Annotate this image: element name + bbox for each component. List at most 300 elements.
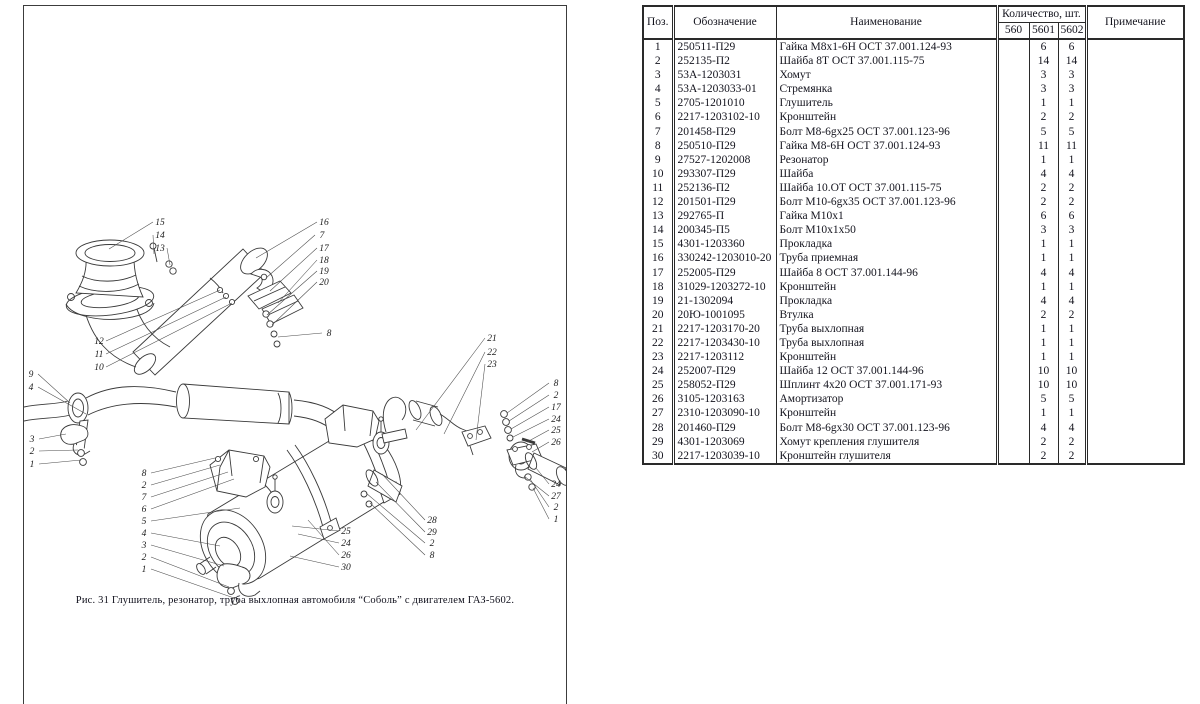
pos-cell: 10 <box>643 167 673 181</box>
table-row <box>643 181 1184 195</box>
pos-cell: 22 <box>643 336 673 350</box>
pos-cell: 16 <box>643 251 673 265</box>
callout-number: 25 <box>341 527 351 537</box>
table-row <box>643 392 1184 406</box>
q5601-cell: 3 <box>1029 68 1058 82</box>
pos-cell: 28 <box>643 421 673 435</box>
pos-cell: 19 <box>643 294 673 308</box>
table-row <box>643 68 1184 82</box>
note-cell <box>1086 449 1184 464</box>
q5602-cell: 1 <box>1058 153 1086 167</box>
pos-cell: 24 <box>643 364 673 378</box>
pos-cell: 23 <box>643 350 673 364</box>
code-cell: 293307-П29 <box>673 167 776 181</box>
callout-number: 26 <box>551 438 561 448</box>
code-cell: 252005-П29 <box>673 266 776 280</box>
q5601-cell: 1 <box>1029 251 1058 265</box>
q5602-cell: 4 <box>1058 266 1086 280</box>
callout-leader-line <box>290 556 339 567</box>
name-cell: Кронштейн <box>776 406 997 420</box>
name-cell: Труба приемная <box>776 251 997 265</box>
pos-cell: 29 <box>643 435 673 449</box>
table-row <box>643 96 1184 110</box>
pos-cell: 14 <box>643 223 673 237</box>
callout-number: 21 <box>487 334 497 344</box>
callout-number: 3 <box>29 435 35 445</box>
pos-cell: 9 <box>643 153 673 167</box>
parts-table-header <box>643 6 1184 39</box>
name-cell: Гайка М8-6Н ОСТ 37.001.124-93 <box>776 139 997 153</box>
q560-cell <box>997 251 1029 265</box>
q5601-cell: 3 <box>1029 223 1058 237</box>
table-row <box>643 167 1184 181</box>
code-cell: 258052-П29 <box>673 378 776 392</box>
name-cell: Гайка М8х1-6Н ОСТ 37.001.124-93 <box>776 39 997 54</box>
callout-number: 9 <box>28 370 34 380</box>
code-cell: 21-1302094 <box>673 294 776 308</box>
note-cell <box>1086 153 1184 167</box>
pos-cell: 8 <box>643 139 673 153</box>
callout-leader-line <box>444 352 485 434</box>
q5602-cell: 14 <box>1058 54 1086 68</box>
name-cell: Глушитель <box>776 96 997 110</box>
name-cell: Шайба 12 ОСТ 37.001.144-96 <box>776 364 997 378</box>
q560-cell <box>997 110 1029 124</box>
code-cell: 201458-П29 <box>673 125 776 139</box>
q560-cell <box>997 209 1029 223</box>
q560-cell <box>997 153 1029 167</box>
q560-cell <box>997 308 1029 322</box>
callout-number: 18 <box>319 256 329 266</box>
q5602-cell: 1 <box>1058 237 1086 251</box>
q5601-cell: 1 <box>1029 280 1058 294</box>
q5601-cell: 2 <box>1029 449 1058 464</box>
note-cell <box>1086 294 1184 308</box>
name-cell: Шайба 10.ОТ ОСТ 37.001.115-75 <box>776 181 997 195</box>
pos-cell: 1 <box>643 39 673 54</box>
q5601-cell: 2 <box>1029 181 1058 195</box>
callout-leader-line <box>509 395 549 421</box>
note-cell <box>1086 435 1184 449</box>
q560-cell <box>997 68 1029 82</box>
callout-number: 8 <box>553 379 559 389</box>
code-cell: 2217-1203430-10 <box>673 336 776 350</box>
pos-cell: 11 <box>643 181 673 195</box>
note-cell <box>1086 39 1184 54</box>
note-cell <box>1086 322 1184 336</box>
code-cell: 200345-П5 <box>673 223 776 237</box>
callout-number: 1 <box>553 515 559 525</box>
table-row <box>643 406 1184 420</box>
code-cell: 2217-1203170-20 <box>673 322 776 336</box>
code-cell: 2310-1203090-10 <box>673 406 776 420</box>
callout-number: 15 <box>155 218 165 228</box>
q5601-cell: 10 <box>1029 364 1058 378</box>
header-code: Обозначение <box>673 6 776 39</box>
pos-cell: 3 <box>643 68 673 82</box>
name-cell: Труба выхлопная <box>776 322 997 336</box>
q5602-cell: 1 <box>1058 336 1086 350</box>
q5602-cell: 4 <box>1058 167 1086 181</box>
note-cell <box>1086 237 1184 251</box>
callout-number: 2 <box>553 391 559 401</box>
note-cell <box>1086 139 1184 153</box>
tail-pipe-assembly <box>382 397 566 490</box>
code-cell: 2217-1203112 <box>673 350 776 364</box>
code-cell: 53А-1203033-01 <box>673 82 776 96</box>
q560-cell <box>997 54 1029 68</box>
note-cell <box>1086 364 1184 378</box>
q5602-cell: 6 <box>1058 39 1086 54</box>
q5602-cell: 3 <box>1058 82 1086 96</box>
table-row <box>643 153 1184 167</box>
callout-number: 6 <box>141 505 147 515</box>
code-cell: 53А-1203031 <box>673 68 776 82</box>
q5601-cell: 2 <box>1029 110 1058 124</box>
callout-number: 22 <box>487 348 497 358</box>
name-cell: Кронштейн <box>776 350 997 364</box>
pos-cell: 27 <box>643 406 673 420</box>
name-cell: Болт М8-6gх30 ОСТ 37.001.123-96 <box>776 421 997 435</box>
callout-number: 4 <box>28 383 34 393</box>
header-qty-560: 560 <box>997 23 1029 40</box>
callout-number: 1 <box>29 460 35 470</box>
note-cell <box>1086 181 1184 195</box>
q5601-cell: 6 <box>1029 209 1058 223</box>
callout-number: 23 <box>487 360 497 370</box>
code-cell: 20Ю-1001095 <box>673 308 776 322</box>
code-cell: 252007-П29 <box>673 364 776 378</box>
q5601-cell: 14 <box>1029 54 1058 68</box>
q5601-cell: 1 <box>1029 322 1058 336</box>
callout-number: 11 <box>94 350 104 360</box>
table-row <box>643 266 1184 280</box>
muffler-assembly <box>187 405 402 604</box>
callout-leader-line <box>151 458 215 473</box>
callout-number: 4 <box>141 529 147 539</box>
header-name: Наименование <box>776 6 997 39</box>
note-cell <box>1086 406 1184 420</box>
q5601-cell: 4 <box>1029 421 1058 435</box>
name-cell: Шплинт 4х20 ОСТ 37.001.171-93 <box>776 378 997 392</box>
callout-number: 29 <box>427 528 437 538</box>
q5602-cell: 11 <box>1058 139 1086 153</box>
q5601-cell: 11 <box>1029 139 1058 153</box>
callout-number: 2 <box>429 539 435 549</box>
callout-leader-line <box>278 333 322 337</box>
q5602-cell: 10 <box>1058 378 1086 392</box>
q5602-cell: 6 <box>1058 209 1086 223</box>
q560-cell <box>997 336 1029 350</box>
callout-number: 24 <box>551 480 561 490</box>
q5602-cell: 10 <box>1058 364 1086 378</box>
callout-leader-line <box>256 222 317 258</box>
q5601-cell: 1 <box>1029 96 1058 110</box>
pos-cell: 20 <box>643 308 673 322</box>
q560-cell <box>997 364 1029 378</box>
callout-number: 27 <box>551 492 561 502</box>
q5601-cell: 3 <box>1029 82 1058 96</box>
table-row <box>643 294 1184 308</box>
parts-table-body <box>643 39 1184 464</box>
q5602-cell: 1 <box>1058 350 1086 364</box>
callout-number: 14 <box>155 231 165 241</box>
q560-cell <box>997 322 1029 336</box>
table-row <box>643 308 1184 322</box>
callout-number: 20 <box>319 278 329 288</box>
note-cell <box>1086 54 1184 68</box>
q5601-cell: 1 <box>1029 336 1058 350</box>
pos-cell: 25 <box>643 378 673 392</box>
callout-number: 2 <box>29 447 35 457</box>
callout-number: 13 <box>155 244 165 254</box>
callout-number: 19 <box>319 267 329 277</box>
q5602-cell: 2 <box>1058 110 1086 124</box>
q560-cell <box>997 181 1029 195</box>
table-row <box>643 322 1184 336</box>
callout-number: 25 <box>551 426 561 436</box>
q560-cell <box>997 96 1029 110</box>
q5602-cell: 5 <box>1058 392 1086 406</box>
note-cell <box>1086 96 1184 110</box>
note-cell <box>1086 68 1184 82</box>
code-cell: 31029-1203272-10 <box>673 280 776 294</box>
q560-cell <box>997 223 1029 237</box>
q5601-cell: 10 <box>1029 378 1058 392</box>
q560-cell <box>997 237 1029 251</box>
callout-number: 28 <box>427 516 437 526</box>
left-hanger <box>61 425 90 466</box>
code-cell: 2217-1203102-10 <box>673 110 776 124</box>
pos-cell: 26 <box>643 392 673 406</box>
table-row <box>643 350 1184 364</box>
q5602-cell: 5 <box>1058 125 1086 139</box>
code-cell: 252135-П2 <box>673 54 776 68</box>
parts-table-wrap <box>642 5 1185 465</box>
code-cell: 252136-П2 <box>673 181 776 195</box>
pos-cell: 6 <box>643 110 673 124</box>
q560-cell <box>997 125 1029 139</box>
name-cell: Хомут крепления глушителя <box>776 435 997 449</box>
name-cell: Стремянка <box>776 82 997 96</box>
q5601-cell: 4 <box>1029 167 1058 181</box>
callout-number: 24 <box>551 415 561 425</box>
q560-cell <box>997 392 1029 406</box>
figure-caption: Рис. 31 Глушитель, резонатор, труба выхлопная автомобиля “Соболь” с двигателем ГАЗ-5602. <box>75 595 515 606</box>
q5602-cell: 3 <box>1058 68 1086 82</box>
note-cell <box>1086 195 1184 209</box>
code-cell: 27527-1202008 <box>673 153 776 167</box>
table-row <box>643 435 1184 449</box>
q5601-cell: 1 <box>1029 153 1058 167</box>
pos-cell: 7 <box>643 125 673 139</box>
q5602-cell: 1 <box>1058 322 1086 336</box>
callout-number: 8 <box>326 329 332 339</box>
name-cell: Труба выхлопная <box>776 336 997 350</box>
note-cell <box>1086 167 1184 181</box>
q5602-cell: 2 <box>1058 181 1086 195</box>
pos-cell: 15 <box>643 237 673 251</box>
note-cell <box>1086 125 1184 139</box>
table-row <box>643 110 1184 124</box>
q5601-cell: 6 <box>1029 39 1058 54</box>
callout-number: 7 <box>141 493 147 503</box>
callout-number: 17 <box>551 403 561 413</box>
name-cell: Кронштейн глушителя <box>776 449 997 464</box>
table-row <box>643 139 1184 153</box>
callout-number: 30 <box>341 563 351 573</box>
table-row <box>643 209 1184 223</box>
q560-cell <box>997 195 1029 209</box>
q560-cell <box>997 435 1029 449</box>
callout-number: 8 <box>429 551 435 561</box>
table-row <box>643 421 1184 435</box>
table-row <box>643 251 1184 265</box>
q5602-cell: 2 <box>1058 195 1086 209</box>
header-pos: Поз. <box>643 6 673 39</box>
q560-cell <box>997 421 1029 435</box>
q560-cell <box>997 139 1029 153</box>
note-cell <box>1086 251 1184 265</box>
code-cell: 201460-П29 <box>673 421 776 435</box>
q560-cell <box>997 82 1029 96</box>
note-cell <box>1086 280 1184 294</box>
callout-leader-line <box>270 248 317 291</box>
q560-cell <box>997 406 1029 420</box>
name-cell: Шайба 8Т ОСТ 37.001.115-75 <box>776 54 997 68</box>
table-row <box>643 54 1184 68</box>
callout-number: 16 <box>319 218 329 228</box>
q560-cell <box>997 39 1029 54</box>
q5601-cell: 1 <box>1029 406 1058 420</box>
code-cell: 3105-1203163 <box>673 392 776 406</box>
table-row <box>643 195 1184 209</box>
name-cell: Втулка <box>776 308 997 322</box>
note-cell <box>1086 421 1184 435</box>
note-cell <box>1086 378 1184 392</box>
pos-cell: 18 <box>643 280 673 294</box>
callout-leader-line <box>38 374 70 403</box>
name-cell: Болт М8-6gх25 ОСТ 37.001.123-96 <box>776 125 997 139</box>
table-row <box>643 336 1184 350</box>
code-cell: 4301-1203360 <box>673 237 776 251</box>
code-cell: 4301-1203069 <box>673 435 776 449</box>
callout-number: 12 <box>94 337 104 347</box>
callout-leader-line <box>39 460 81 464</box>
note-cell <box>1086 223 1184 237</box>
table-row <box>643 449 1184 464</box>
q560-cell <box>997 350 1029 364</box>
table-row <box>643 237 1184 251</box>
name-cell: Шайба <box>776 167 997 181</box>
q560-cell <box>997 167 1029 181</box>
callout-number: 2 <box>141 481 147 491</box>
pos-cell: 13 <box>643 209 673 223</box>
q560-cell <box>997 449 1029 464</box>
callout-leader-line <box>511 407 549 429</box>
code-cell: 250510-П29 <box>673 139 776 153</box>
header-note: Примечание <box>1086 6 1184 39</box>
code-cell: 330242-1203010-20 <box>673 251 776 265</box>
q560-cell <box>997 378 1029 392</box>
callout-leader-line <box>416 338 485 430</box>
table-row <box>643 378 1184 392</box>
code-cell: 201501-П29 <box>673 195 776 209</box>
q5601-cell: 4 <box>1029 294 1058 308</box>
pos-cell: 12 <box>643 195 673 209</box>
q560-cell <box>997 280 1029 294</box>
callout-leader-line <box>151 465 220 485</box>
note-cell <box>1086 209 1184 223</box>
parts-table <box>642 5 1185 465</box>
q5601-cell: 2 <box>1029 195 1058 209</box>
q5602-cell: 3 <box>1058 223 1086 237</box>
name-cell: Амортизатор <box>776 392 997 406</box>
name-cell: Гайка М10х1 <box>776 209 997 223</box>
note-cell <box>1086 392 1184 406</box>
q5602-cell: 2 <box>1058 449 1086 464</box>
callout-number: 3 <box>141 541 147 551</box>
pos-cell: 5 <box>643 96 673 110</box>
note-cell <box>1086 266 1184 280</box>
callout-number: 1 <box>141 565 147 575</box>
name-cell: Прокладка <box>776 294 997 308</box>
q5601-cell: 5 <box>1029 125 1058 139</box>
note-cell <box>1086 350 1184 364</box>
note-cell <box>1086 110 1184 124</box>
code-cell: 2705-1201010 <box>673 96 776 110</box>
q560-cell <box>997 266 1029 280</box>
name-cell: Болт М10х1х50 <box>776 223 997 237</box>
q5601-cell: 5 <box>1029 392 1058 406</box>
q5601-cell: 4 <box>1029 266 1058 280</box>
name-cell: Кронштейн <box>776 110 997 124</box>
note-cell <box>1086 308 1184 322</box>
callout-number: 2 <box>553 503 559 513</box>
table-row <box>643 280 1184 294</box>
name-cell: Прокладка <box>776 237 997 251</box>
q5602-cell: 4 <box>1058 421 1086 435</box>
q5602-cell: 1 <box>1058 406 1086 420</box>
note-cell <box>1086 336 1184 350</box>
callout-number: 26 <box>341 551 351 561</box>
q5602-cell: 2 <box>1058 435 1086 449</box>
callout-leader-line <box>527 430 549 442</box>
table-row <box>643 125 1184 139</box>
figure-box <box>23 5 567 704</box>
q5602-cell: 1 <box>1058 251 1086 265</box>
callout-leader-line <box>39 450 78 451</box>
callout-number: 5 <box>141 517 147 527</box>
q560-cell <box>997 294 1029 308</box>
callout-leader-line <box>513 419 549 437</box>
q5601-cell: 1 <box>1029 350 1058 364</box>
q5601-cell: 2 <box>1029 435 1058 449</box>
q5602-cell: 1 <box>1058 96 1086 110</box>
callout-leader-line <box>530 479 549 507</box>
name-cell: Шайба 8 ОСТ 37.001.144-96 <box>776 266 997 280</box>
name-cell: Хомут <box>776 68 997 82</box>
q5601-cell: 2 <box>1029 308 1058 322</box>
header-qty-5602: 5602 <box>1058 23 1086 40</box>
code-cell: 2217-1203039-10 <box>673 449 776 464</box>
pos-cell: 4 <box>643 82 673 96</box>
name-cell: Резонатор <box>776 153 997 167</box>
q5602-cell: 2 <box>1058 308 1086 322</box>
table-row <box>643 39 1184 54</box>
table-row <box>643 82 1184 96</box>
q5602-cell: 1 <box>1058 280 1086 294</box>
